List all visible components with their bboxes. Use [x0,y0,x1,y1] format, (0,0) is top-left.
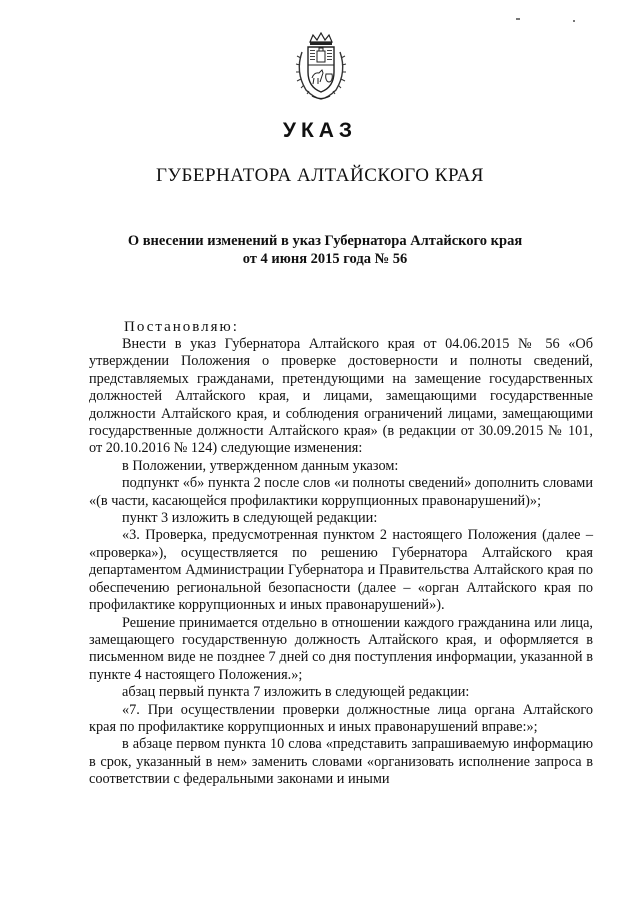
heading-line-2: от 4 июня 2015 года № 56 [242,251,408,267]
paragraph: пункт 3 изложить в следующей редакции: [122,510,378,527]
scan-speck [573,20,575,22]
paragraph: Решение принимается отдельно в отношении каждого гражданина или лица, замещающего государственную должность Алтайского края, и оформляется в письменном виде не позднее 7 дней со дня поступления информации, указанной в пункте 4 настоящего Положения.»; [89,614,593,683]
decree-word: Постановляю: [124,319,239,335]
scan-speck [516,18,520,20]
document-subtitle: ГУБЕРНАТОРА АЛТАЙСКОГО КРАЯ [156,165,484,186]
paragraph: Внести в указ Губернатора Алтайского края от 04.06.2015 № 56 «Об утверждении Положения о проверке достоверности и полноты сведений, представляемых гражданами, претендующими на замещение государственных должностей Алтайского края, и лицами, замещающими государственные должности Алтайского края, и соблюдения ограничений лицами, замещающими государственные должности Алтайского края» (в редакции от 30.09.2015 № 101, от 20.10.2016 № 124) следующие изменения: [89,336,593,457]
document-heading [60,232,590,268]
paragraph: «3. Проверка, предусмотренная пунктом 2 настоящего Положения (далее – «проверка»), осуществляется по решению Губернатора Алтайского края департаментом Администрации Губернатора и Правительства Алтайского края по обеспечению региональной безопасности (далее – «орган Алтайского края по профилактике коррупционных и иных правонарушений»). [89,527,593,614]
heading-line-1: О внесении изменений в указ Губернатора Алтайского края [127,233,523,249]
paragraph: «7. При осуществлении проверки должностные лица органа Алтайского края по профилактике коррупционных и иных правонарушений вправе:»; [89,701,593,735]
altai-coat-of-arms-icon [292,32,350,102]
paragraph: в абзаце первом пункта 10 слова «представить запрашиваемую информацию в срок, указанный в нем» заменить словами «организовать исполнение запроса в соответствии с федеральными законами и иными [89,736,593,788]
document-title: УКАЗ [282,119,358,142]
paragraph: в Положении, утвержденном данным указом: [122,457,399,474]
paragraph: абзац первый пункта 7 изложить в следующей редакции: [122,684,470,701]
paragraph: подпункт «б» пункта 2 после слов «и полноты сведений» дополнить словами «(в части, касающейся профилактики коррупционных правонарушений)»; [89,475,593,509]
document-body [89,336,593,789]
